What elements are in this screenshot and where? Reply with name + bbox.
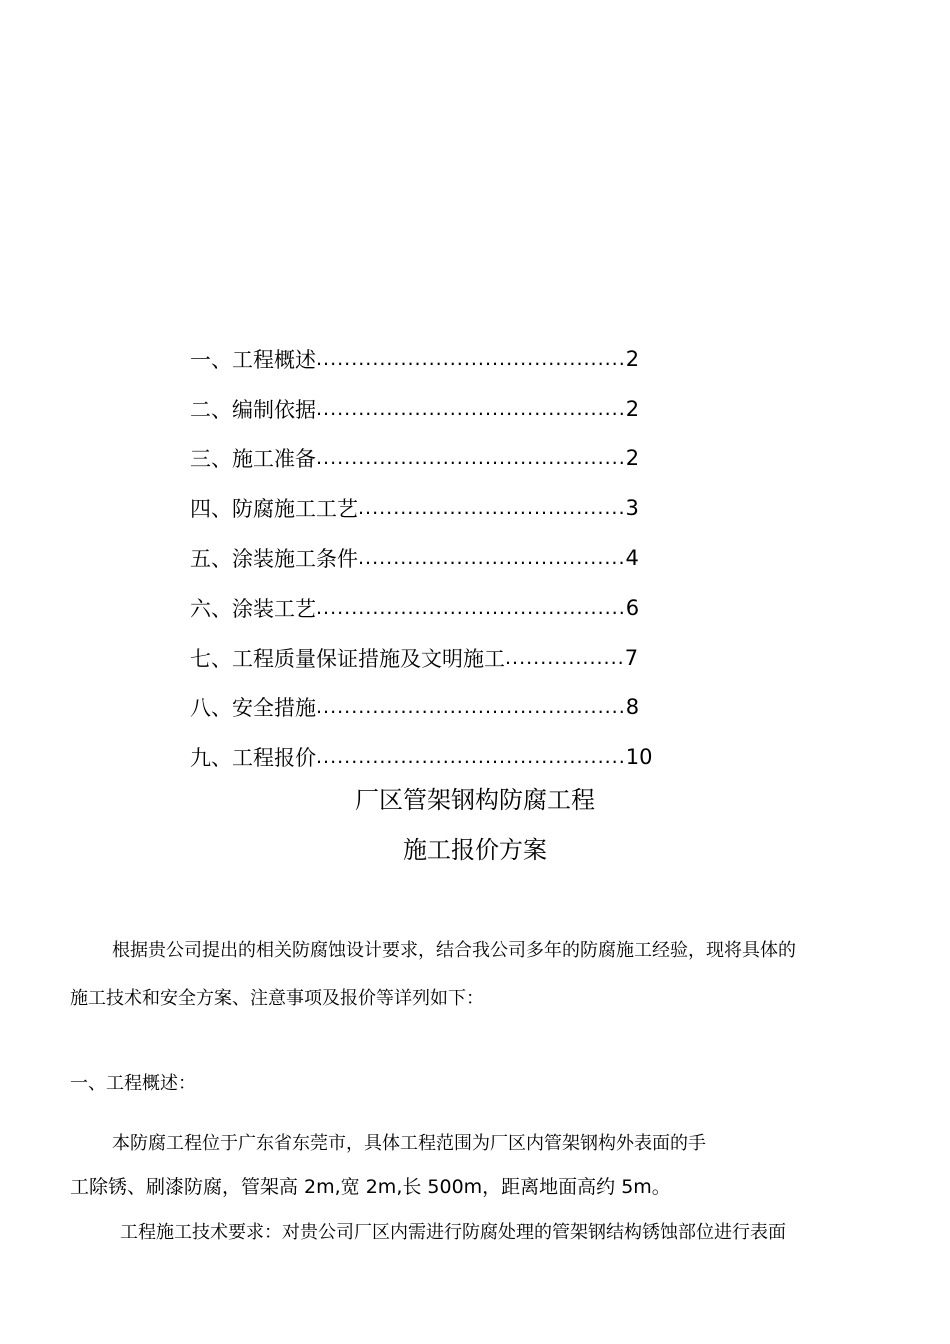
table-of-contents bbox=[190, 334, 710, 782]
toc-page-number: 3 bbox=[625, 496, 639, 521]
toc-entry-number: 五、 bbox=[190, 547, 232, 572]
toc-leader-dots: ............................................ bbox=[316, 347, 626, 370]
toc-entry[interactable] bbox=[190, 633, 710, 683]
toc-entry-number: 八、 bbox=[190, 696, 232, 721]
toc-leader-dots: ............................................ bbox=[316, 447, 626, 470]
toc-page-number: 2 bbox=[625, 346, 640, 371]
toc-page-number: 2 bbox=[625, 446, 640, 471]
toc-entry[interactable] bbox=[190, 683, 710, 733]
toc-entry-number: 三、 bbox=[190, 447, 232, 472]
toc-leader-dots: ............................................ bbox=[316, 746, 626, 769]
toc-page-number: 8 bbox=[625, 695, 640, 720]
toc-entry-label: 工程概述 bbox=[232, 347, 316, 372]
intro-paragraph-line-1: 根据贵公司提出的相关防腐蚀设计要求，结合我公司多年的防腐施工经验，现将具体的 bbox=[112, 940, 796, 961]
toc-page-number: 10 bbox=[625, 745, 653, 770]
toc-entry[interactable] bbox=[190, 483, 710, 533]
document-subtitle: 施工报价方案 bbox=[403, 836, 547, 864]
toc-entry-label: 工程质量保证措施及文明施工 bbox=[232, 646, 505, 671]
toc-page-number: 6 bbox=[625, 595, 640, 620]
toc-entry-number: 六、 bbox=[190, 596, 232, 621]
toc-leader-dots: ............................................ bbox=[316, 596, 626, 619]
toc-entry-label: 涂装施工条件 bbox=[232, 547, 358, 572]
toc-entry-label: 编制依据 bbox=[232, 397, 316, 422]
toc-leader-dots: ............................................ bbox=[316, 696, 626, 719]
toc-entry[interactable] bbox=[190, 583, 710, 633]
toc-leader-dots: ............................................ bbox=[316, 397, 626, 420]
toc-entry[interactable] bbox=[190, 732, 710, 782]
toc-page-number: 7 bbox=[624, 645, 639, 670]
toc-leader-dots: ...................................... bbox=[358, 497, 626, 520]
toc-entry-label: 施工准备 bbox=[232, 447, 316, 472]
toc-entry[interactable] bbox=[190, 533, 710, 583]
document-title: 厂区管架钢构防腐工程 bbox=[355, 786, 595, 814]
toc-leader-dots: ...................................... bbox=[358, 547, 626, 570]
toc-entry-label: 工程报价 bbox=[232, 746, 316, 771]
toc-entry[interactable] bbox=[190, 434, 710, 484]
intro-paragraph-line-2: 施工技术和安全方案、注意事项及报价等详列如下： bbox=[70, 988, 484, 1009]
toc-entry-label: 涂装工艺 bbox=[232, 596, 316, 621]
requirements-paragraph-line: 工程施工技术要求：对贵公司厂区内需进行防腐处理的管架钢结构锈蚀部位进行表面 bbox=[120, 1222, 786, 1243]
toc-leader-dots: ................. bbox=[505, 646, 625, 669]
toc-entry-label: 防腐施工工艺 bbox=[232, 497, 358, 522]
toc-page-number: 2 bbox=[625, 396, 640, 421]
overview-paragraph-line-2: 工除锈、刷漆防腐，管架高 2m,宽 2m,长 500m，距离地面高约 5m。 bbox=[70, 1176, 671, 1198]
overview-paragraph-line-1: 本防腐工程位于广东省东莞市，具体工程范围为厂区内管架钢构外表面的手 bbox=[112, 1133, 706, 1154]
toc-entry-number: 二、 bbox=[190, 397, 232, 422]
toc-entry-number: 九、 bbox=[190, 746, 232, 771]
toc-entry-number: 一、 bbox=[190, 347, 232, 372]
toc-page-number: 4 bbox=[625, 546, 639, 571]
section-heading-overview: 一、工程概述： bbox=[70, 1073, 196, 1094]
toc-entry[interactable] bbox=[190, 384, 710, 434]
toc-entry-label: 安全措施 bbox=[232, 696, 316, 721]
toc-entry-number: 四、 bbox=[190, 497, 232, 522]
toc-entry-number: 七、 bbox=[190, 646, 232, 671]
toc-entry[interactable] bbox=[190, 334, 710, 384]
